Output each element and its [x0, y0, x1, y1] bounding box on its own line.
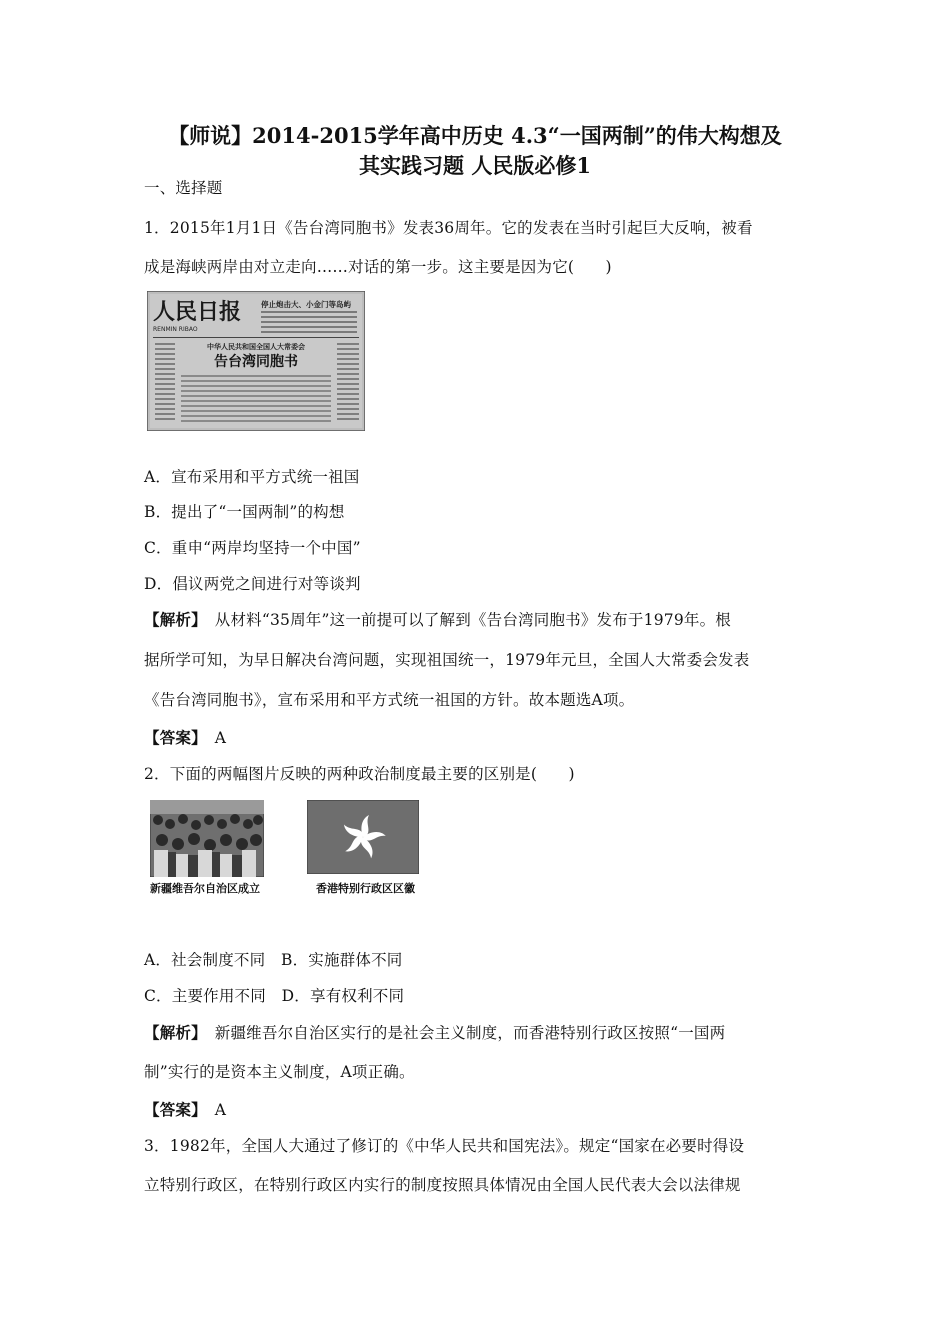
hk-emblem-caption: 香港特别行政区区徽: [316, 882, 415, 895]
section-heading: 一、选择题: [144, 179, 223, 197]
q1-answer-value: A: [199, 729, 227, 747]
newspaper-headline: 告台湾同胞书: [214, 354, 298, 370]
q1-analysis-text-1: 从材料“35周年”这一前提可以了解到《告台湾同胞书》发布于1979年。根: [199, 611, 731, 629]
q2-answer-label: 【答案】: [144, 1100, 200, 1119]
xinjiang-caption: 新疆维吾尔自治区成立: [150, 882, 260, 895]
q2-analysis-line-2: 制”实行的是资本主义制度，A项正确。: [144, 1063, 415, 1081]
newspaper-subhead: 中华人民共和国全国人大常委会: [207, 342, 305, 351]
q2-answer-value: A: [199, 1101, 227, 1119]
q1-option-c: C．重申“两岸均坚持一个中国”: [144, 539, 361, 557]
doc-title-line-1: 【师说】2014-2015学年高中历史 4.3“一国两制”的伟大构想及: [168, 123, 782, 148]
q1-analysis-line-3: 《告台湾同胞书》，宣布采用和平方式统一祖国的方针。故本题选A项。: [144, 691, 635, 709]
q2-analysis-line-1: [144, 1021, 814, 1043]
q3-stem-line-2: 立特别行政区，在特别行政区内实行的制度按照具体情况由全国人民代表大会以法律规: [144, 1176, 741, 1194]
q1-analysis-label: 【解析】: [144, 610, 200, 629]
q2-analysis-label: 【解析】: [144, 1023, 200, 1042]
newspaper-masthead: 人民日报: [153, 299, 242, 325]
q1-analysis-line-2: 据所学可知，为早日解决台湾问题，实现祖国统一，1979年元旦，全国人大常委会发表: [144, 651, 750, 669]
q2-answer: [144, 1098, 814, 1120]
xinjiang-photo: [150, 800, 264, 877]
q2-options-line-1: A．社会制度不同 B．实施群体不同: [144, 951, 403, 969]
q1-option-d: D．倡议两党之间进行对等谈判: [144, 575, 361, 593]
q1-analysis-line-1: [144, 608, 814, 630]
q1-option-b: B．提出了“一国两制”的构想: [144, 503, 345, 521]
q2-stem: 2．下面的两幅图片反映的两种政治制度最主要的区别是( ): [144, 765, 575, 783]
hk-regional-emblem: [307, 800, 419, 874]
q1-answer: [144, 726, 814, 748]
q2-options-line-2: C．主要作用不同 D．享有权利不同: [144, 987, 405, 1005]
q1-stem-line-1: 1．2015年1月1日《告台湾同胞书》发表36周年。它的发表在当时引起巨大反响，被看: [144, 219, 753, 237]
newspaper-image: [147, 291, 365, 431]
newspaper-romanization: RENMIN RIBAO: [153, 326, 198, 333]
q3-stem-line-1: 3．1982年，全国人大通过了修订的《中华人民共和国宪法》。规定“国家在必要时得设: [144, 1137, 745, 1155]
doc-title-line-2: 其实践习题 人民版必修1: [359, 153, 591, 178]
q1-option-a: A．宣布采用和平方式统一祖国: [144, 468, 360, 486]
newspaper-top-headline: 停止炮击大、小金门等岛屿: [261, 300, 351, 309]
q1-answer-label: 【答案】: [144, 728, 200, 747]
q1-stem-line-2: 成是海峡两岸由对立走向……对话的第一步。这主要是因为它( ): [144, 258, 612, 276]
q2-analysis-text-1: 新疆维吾尔自治区实行的是社会主义制度，而香港特别行政区按照“一国两: [199, 1024, 726, 1042]
